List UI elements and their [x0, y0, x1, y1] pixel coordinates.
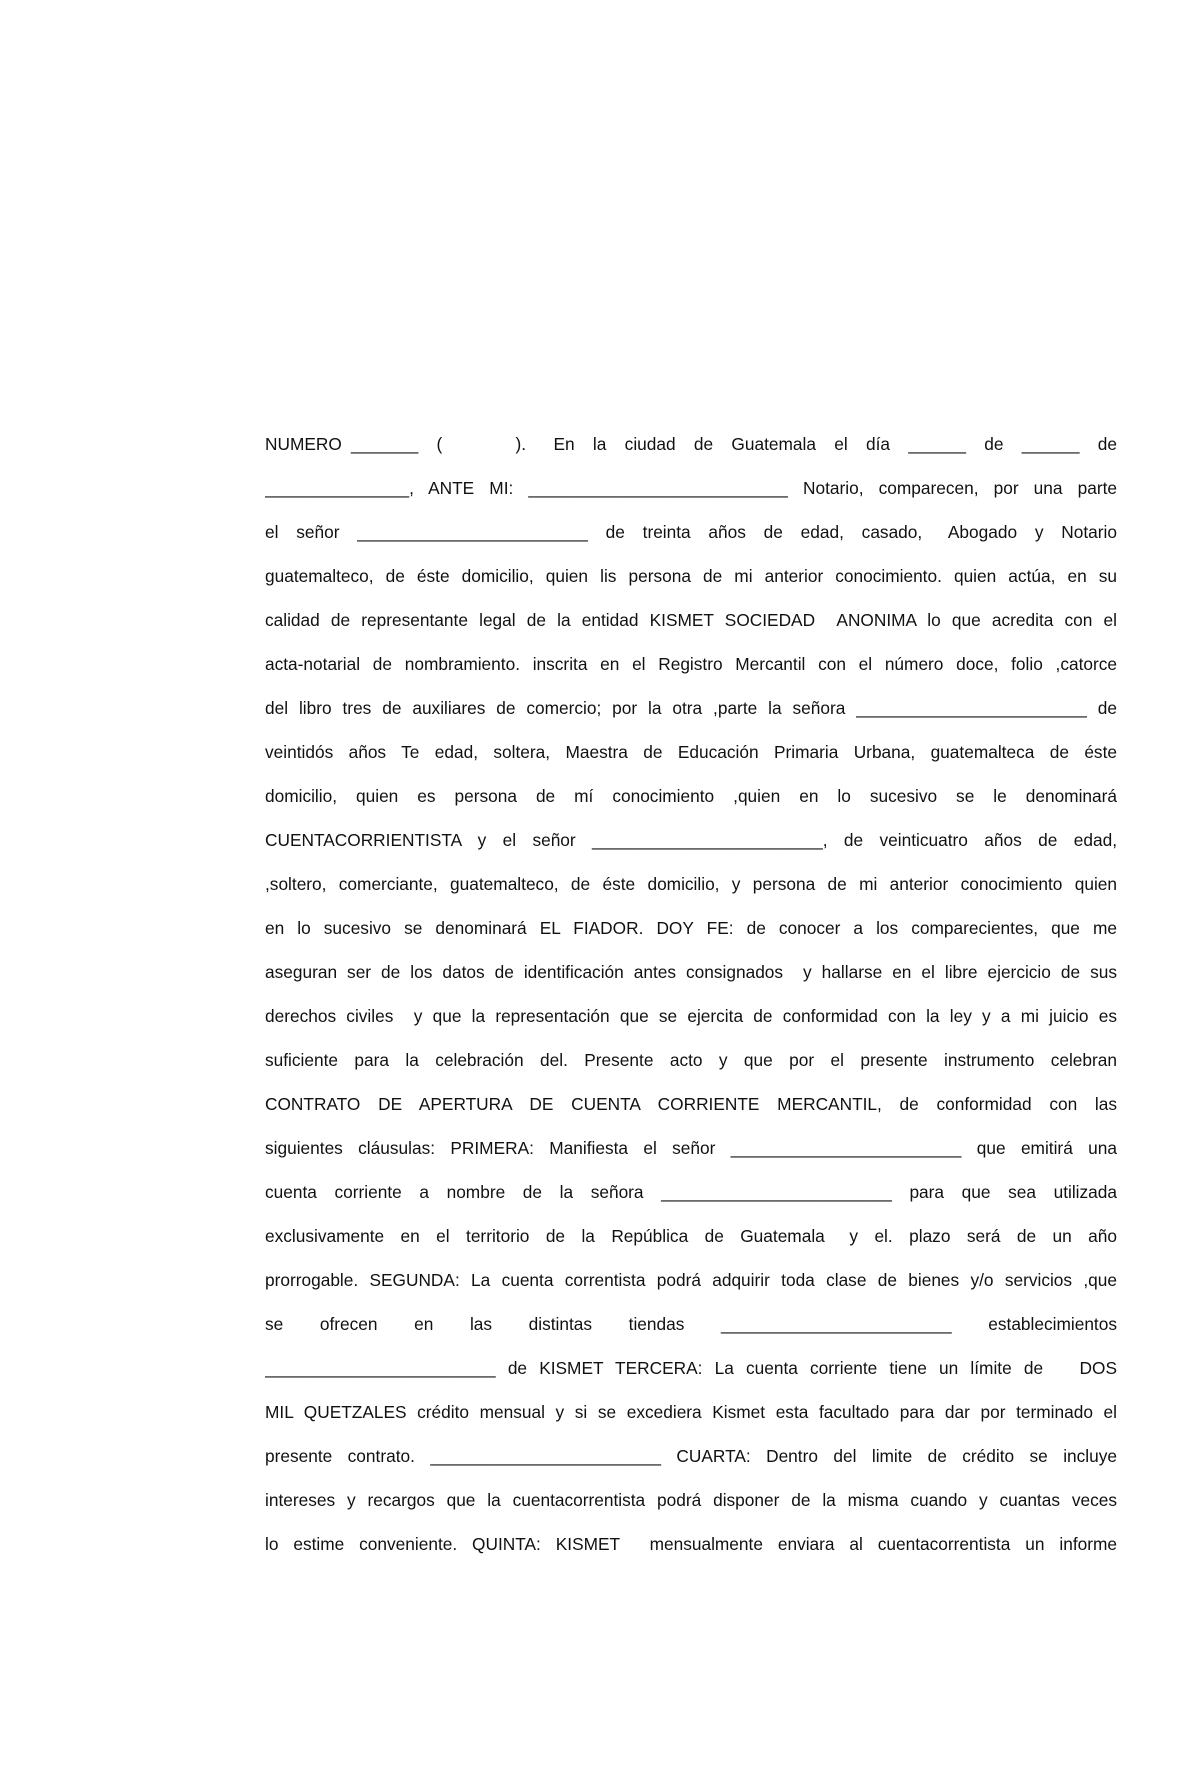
document-line: NUMERO _______ ( ). En la ciudad de Guatemala el día ______ de ______ de [265, 434, 1117, 454]
document-line: MIL QUETZALES crédito mensual y si se excediera Kismet esta facultado para dar por terminado el [265, 1402, 1117, 1422]
document-line: acta-notarial de nombramiento. inscrita en el Registro Mercantil con el número doce, folio ,catorce [265, 654, 1117, 674]
document-body [265, 430, 1117, 1574]
document-line: ,soltero, comerciante, guatemalteco, de éste domicilio, y persona de mi anterior conocimiento quien [265, 874, 1117, 894]
document-line: se ofrecen en las distintas tiendas ________________________ establecimientos [265, 1314, 1117, 1334]
document-line: suficiente para la celebración del. Presente acto y que por el presente instrumento celebran [265, 1050, 1117, 1070]
document-line: cuenta corriente a nombre de la señora ________________________ para que sea utilizada [265, 1182, 1117, 1202]
document-line: el señor ________________________ de treinta años de edad, casado, Abogado y Notario [265, 522, 1117, 542]
document-line: aseguran ser de los datos de identificación antes consignados y hallarse en el libre ejercicio de sus [265, 962, 1117, 982]
document-line: exclusivamente en el territorio de la República de Guatemala y el. plazo será de un año [265, 1226, 1117, 1246]
document-line: CUENTACORRIENTISTA y el señor ________________________, de veinticuatro años de edad, [265, 830, 1117, 850]
document-line: domicilio, quien es persona de mí conocimiento ,quien en lo sucesivo se le denominará [265, 786, 1117, 806]
document-line: derechos civiles y que la representación que se ejercita de conformidad con la ley y a mi juicio es [265, 1006, 1117, 1026]
document-line: en lo sucesivo se denominará EL FIADOR. DOY FE: de conocer a los comparecientes, que me [265, 918, 1117, 938]
document-line: veintidós años Te edad, soltera, Maestra de Educación Primaria Urbana, guatemalteca de éste [265, 742, 1117, 762]
document-line: siguientes cláusulas: PRIMERA: Manifiesta el señor ________________________ que emitirá una [265, 1138, 1117, 1158]
document-line: guatemalteco, de éste domicilio, quien lis persona de mi anterior conocimiento. quien actúa, en su [265, 566, 1117, 586]
document-line: CONTRATO DE APERTURA DE CUENTA CORRIENTE MERCANTIL, de conformidad con las [265, 1094, 1117, 1114]
document-line: del libro tres de auxiliares de comercio; por la otra ,parte la señora ________________________ de [265, 698, 1117, 718]
document-line: _______________, ANTE MI: ___________________________ Notario, comparecen, por una parte [265, 478, 1117, 498]
document-line: calidad de representante legal de la entidad KISMET SOCIEDAD ANONIMA lo que acredita con el [265, 610, 1117, 630]
document-line: presente contrato. ________________________ CUARTA: Dentro del limite de crédito se incluye [265, 1446, 1117, 1466]
document-line: lo estime conveniente. QUINTA: KISMET mensualmente enviara al cuentacorrentista un informe [265, 1534, 1117, 1554]
document-line: prorrogable. SEGUNDA: La cuenta correntista podrá adquirir toda clase de bienes y/o servicios ,que [265, 1270, 1117, 1290]
document-line: intereses y recargos que la cuentacorrentista podrá disponer de la misma cuando y cuantas veces [265, 1490, 1117, 1510]
document-line: ________________________ de KISMET TERCERA: La cuenta corriente tiene un límite de DOS [265, 1358, 1117, 1378]
